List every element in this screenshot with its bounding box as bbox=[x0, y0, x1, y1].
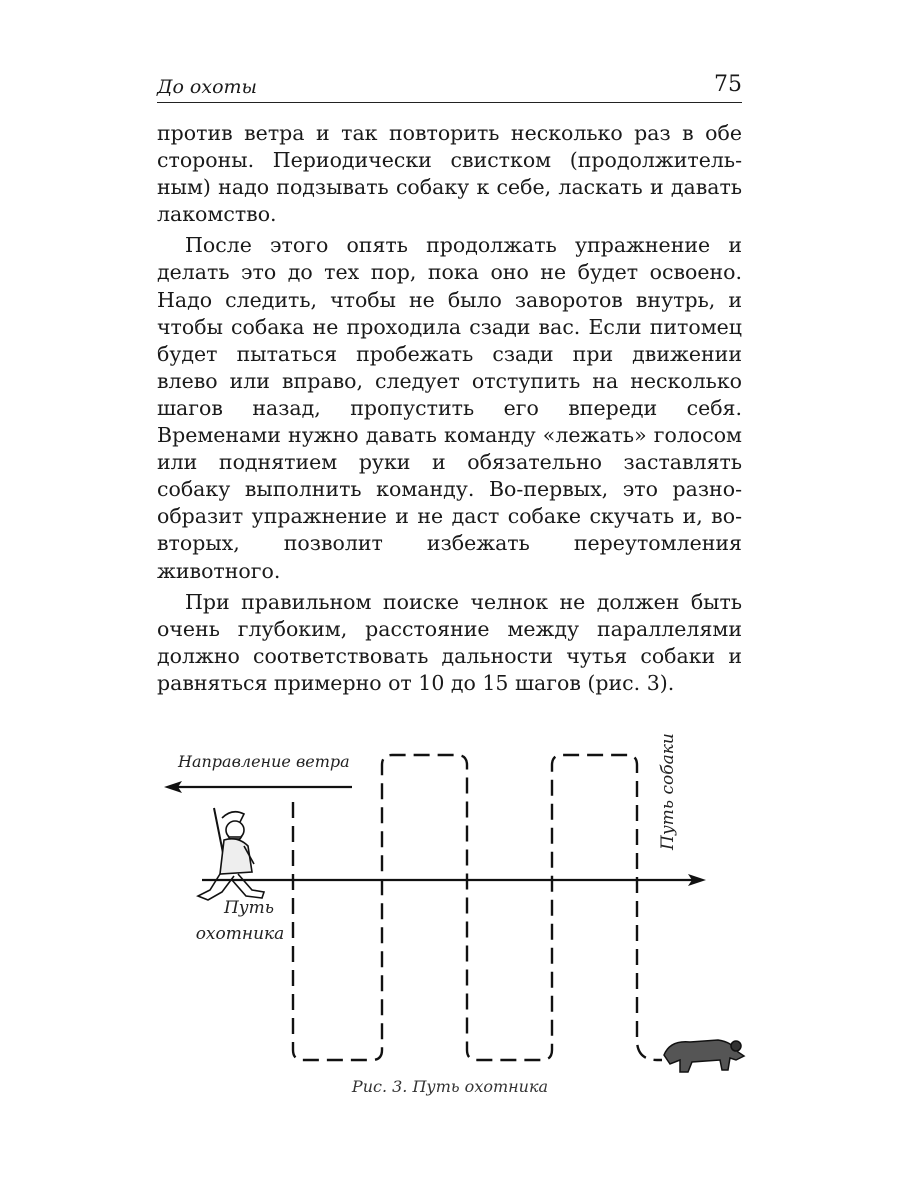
hunter-path-arrow bbox=[202, 874, 706, 886]
figure-caption: Рис. 3. Путь охотника bbox=[351, 1077, 549, 1096]
page-number: 75 bbox=[714, 72, 742, 97]
dog-path bbox=[293, 755, 662, 1060]
paragraph-3: При правильном поиске челнок не должен быть очень глубоким, расстояние между параллелями должно соответствовать дальности чутья собаки и равняться примерно от 10 до 15 шагов (рис. 3). bbox=[157, 589, 742, 695]
hunter-path-label-line2: охотника bbox=[195, 924, 285, 944]
figure-hunter-path bbox=[140, 733, 720, 1085]
dog-path-label: Путь собаки bbox=[658, 733, 678, 850]
paragraph-1: против ветра и так повторить несколько раз в обе стороны. Периодически свистком (продолжительным) надо подзывать собаку к себе, ласкать и давать лакомство. bbox=[157, 121, 742, 227]
hunter-figure bbox=[198, 808, 264, 900]
page-header bbox=[157, 70, 742, 103]
wind-direction-label: Направление ветра bbox=[178, 752, 350, 771]
paragraph-2: После этого опять продолжать упражнение и делать это до тех пор, пока оно не будет освоено. Надо следить, чтобы не было заворотов внутрь, и чтобы собака не проходила сзади вас. Если питомец будет пытаться пробежать сзади при движении влево или вправо, следует отступить на несколько шагов назад, пропустить его впереди себя. Временами нужно давать команду «лежать» голосом или поднятием руки и обязательно заставлять собаку выполнить команду. Во-первых, это разнообразит упражнение и не даст собаке скучать и, во-вторых, позволит избежать переутомления животного. bbox=[157, 233, 742, 583]
running-title: До охоты bbox=[157, 76, 258, 98]
hunter-path-label-line1: Путь bbox=[223, 898, 275, 918]
wind-arrow bbox=[164, 781, 352, 793]
dog-figure bbox=[664, 1040, 744, 1072]
body-text bbox=[157, 120, 742, 701]
